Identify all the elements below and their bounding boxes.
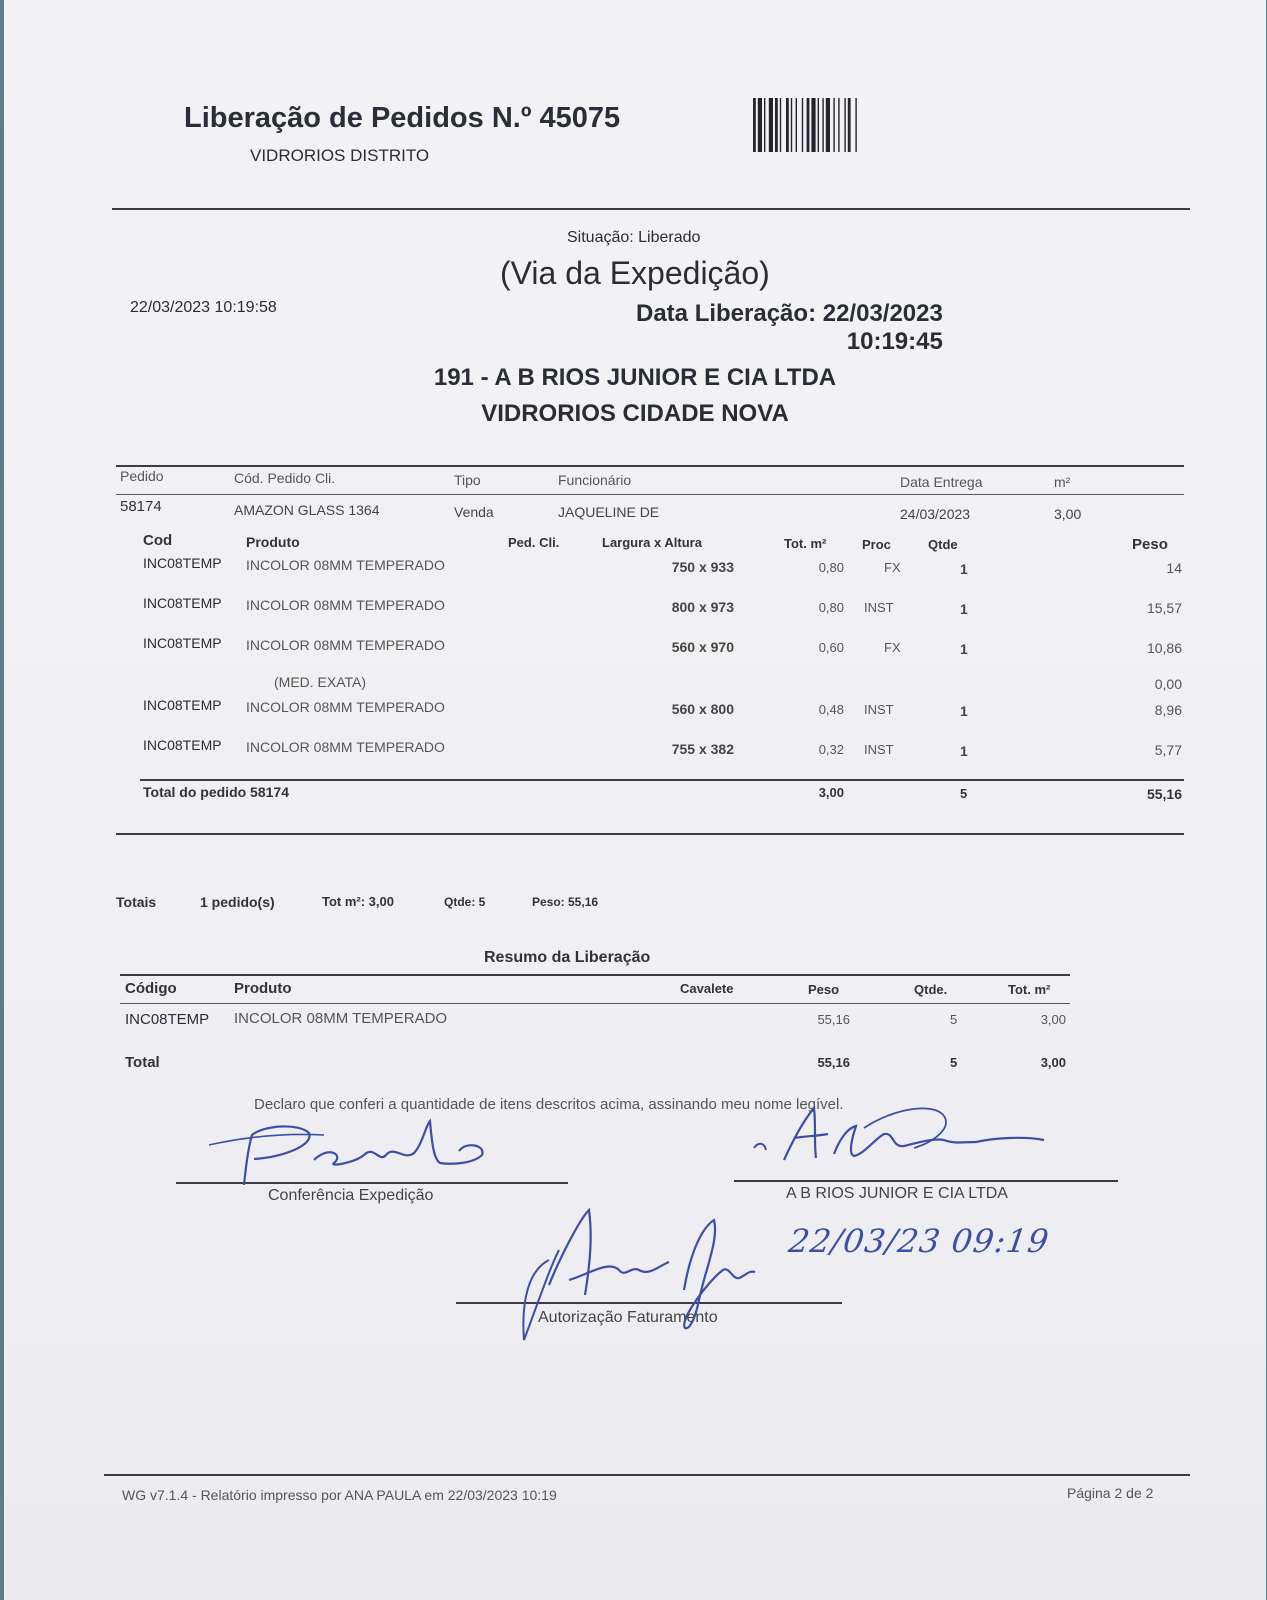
- item-area: 0,48: [818, 702, 844, 717]
- summary-col-qtde: Qtde.: [914, 982, 948, 997]
- summary-quantity: 5: [950, 1012, 958, 1027]
- order-client-code: AMAZON GLASS 1364: [234, 502, 380, 518]
- col-peso: Peso: [1132, 536, 1168, 553]
- barcode-bar: [818, 98, 819, 152]
- item-quantity: 1: [960, 641, 968, 657]
- declaration-text: Declaro que conferi a quantidade de itens descritos acima, assinando meu nome legível.: [254, 1096, 844, 1113]
- order-total-label: Total do pedido 58174: [143, 784, 289, 800]
- order-number: 58174: [120, 498, 162, 515]
- totals-orders: 1 pedido(s): [200, 894, 275, 910]
- summary-total-area: 3,00: [1040, 1055, 1066, 1070]
- item-product: INCOLOR 08MM TEMPERADO: [246, 597, 445, 613]
- barcode-bar: [822, 98, 823, 152]
- barcode-bar: [796, 98, 797, 152]
- summary-col-peso: Peso: [808, 982, 840, 997]
- item-process: FX: [884, 560, 901, 575]
- summary-col-cavalete: Cavalete: [680, 981, 734, 996]
- item-area: 0,32: [818, 742, 844, 757]
- order-header-rule: [116, 494, 1184, 495]
- order-total-quantity: 5: [960, 786, 968, 801]
- barcode-bar: [769, 98, 773, 152]
- barcode: [753, 98, 943, 152]
- barcode-bar: [848, 98, 851, 152]
- summary-col-produto: Produto: [234, 980, 292, 997]
- item-quantity: 1: [960, 601, 968, 617]
- page-number: Página 2 de 2: [1067, 1485, 1154, 1501]
- order-delivery-date: 24/03/2023: [900, 506, 971, 522]
- barcode-bar: [855, 98, 856, 152]
- barcode-bar: [764, 98, 765, 152]
- col-produto: Produto: [246, 534, 300, 550]
- signature-line-client: [734, 1180, 1118, 1182]
- col-cod-pedido-cli: Cód. Pedido Cli.: [234, 470, 336, 486]
- col-largura-altura: Largura x Altura: [602, 535, 702, 550]
- item-dimensions: 560 x 800: [671, 701, 734, 717]
- item-quantity: 1: [960, 561, 968, 577]
- barcode-bar: [786, 98, 789, 152]
- barcode-bar: [758, 98, 762, 152]
- barcode-bar: [753, 98, 756, 152]
- summary-col-tot-m2: Tot. m²: [1008, 982, 1051, 997]
- barcode-bar: [780, 98, 781, 152]
- barcode-bar: [811, 98, 815, 152]
- summary-total-quantity: 5: [950, 1055, 958, 1070]
- item-code: INC08TEMP: [143, 595, 222, 611]
- order-employee: JAQUELINE DE: [558, 504, 660, 520]
- summary-code: INC08TEMP: [125, 1011, 210, 1028]
- summary-total-weight: 55,16: [817, 1055, 850, 1070]
- item-weight: 15,57: [1146, 600, 1182, 616]
- issuer-company: VIDRORIOS DISTRITO: [250, 146, 430, 165]
- item-dimensions: 800 x 973: [671, 599, 734, 615]
- barcode-bar: [791, 98, 792, 152]
- item-weight: 8,96: [1154, 702, 1182, 718]
- item-quantity: 1: [960, 703, 968, 719]
- print-timestamp: 22/03/2023 10:19:58: [130, 299, 277, 316]
- col-m2: m²: [1054, 474, 1071, 490]
- barcode-bar: [838, 98, 839, 152]
- barcode-bar: [807, 98, 810, 152]
- barcode-bar: [844, 98, 845, 152]
- item-code: INC08TEMP: [143, 737, 222, 753]
- item-process: INST: [864, 600, 894, 615]
- barcode-bar: [833, 98, 834, 152]
- totals-quantity: Qtde: 5: [444, 895, 486, 909]
- col-data-entrega: Data Entrega: [900, 474, 983, 490]
- col-cod: Cod: [143, 532, 173, 549]
- item-code: INC08TEMP: [143, 555, 222, 571]
- item-process: FX: [884, 640, 901, 655]
- header-divider: [112, 208, 1190, 210]
- item-process: INST: [864, 742, 894, 757]
- summary-header-rule: [120, 1003, 1070, 1004]
- col-qtde: Qtde: [928, 537, 958, 552]
- handwritten-signature-client: [744, 1098, 1064, 1178]
- handwritten-signature-conference: [204, 1115, 504, 1195]
- item-weight: 0,00: [1154, 676, 1182, 692]
- col-ped-cli: Ped. Cli.: [508, 535, 560, 550]
- document-page: [4, 0, 1266, 1600]
- summary-area: 3,00: [1040, 1012, 1066, 1027]
- item-area: 0,80: [818, 560, 844, 575]
- item-note: (MED. EXATA): [274, 674, 367, 690]
- copy-type: (Via da Expedição): [500, 255, 770, 291]
- handwritten-date: 22/03/23 09:19: [786, 1222, 1052, 1260]
- col-funcionario: Funcionário: [558, 472, 632, 488]
- client-branch: VIDRORIOS CIDADE NOVA: [481, 400, 789, 427]
- client-name: 191 - A B RIOS JUNIOR E CIA LTDA: [433, 364, 837, 391]
- release-date-label: Data Liberação: 22/03/2023: [636, 300, 943, 327]
- col-tipo: Tipo: [454, 472, 481, 488]
- order-type: Venda: [454, 504, 494, 520]
- totals-label: Totais: [116, 894, 157, 910]
- footer-print-info: WG v7.1.4 - Relatório impresso por ANA PAULA em 22/03/2023 10:19: [122, 1487, 557, 1503]
- signature-label-conference: Conferência Expedição: [268, 1187, 434, 1204]
- barcode-bar: [775, 98, 778, 152]
- document-title: Liberação de Pedidos N.º 45075: [184, 102, 621, 134]
- summary-col-codigo: Código: [125, 980, 177, 997]
- item-product: INCOLOR 08MM TEMPERADO: [246, 637, 445, 653]
- item-quantity: 1: [960, 743, 968, 759]
- barcode-bar: [802, 98, 803, 152]
- item-area: 0,80: [818, 600, 844, 615]
- totals-weight: Peso: 55,16: [532, 895, 599, 909]
- summary-title: Resumo da Liberação: [484, 949, 651, 966]
- item-code: INC08TEMP: [143, 697, 222, 713]
- item-dimensions: 560 x 970: [671, 639, 734, 655]
- footer-divider: [104, 1474, 1190, 1476]
- order-table-top-rule: [116, 465, 1184, 467]
- barcode-bar: [826, 98, 830, 152]
- item-product: INCOLOR 08MM TEMPERADO: [246, 739, 445, 755]
- order-total-rule: [140, 779, 1184, 781]
- signature-label-client: A B RIOS JUNIOR E CIA LTDA: [786, 1185, 1008, 1202]
- summary-product: INCOLOR 08MM TEMPERADO: [234, 1010, 448, 1027]
- item-dimensions: 750 x 933: [671, 559, 734, 575]
- summary-top-rule: [120, 974, 1070, 976]
- item-dimensions: 755 x 382: [671, 741, 734, 757]
- summary-weight: 55,16: [817, 1012, 850, 1027]
- order-area: 3,00: [1054, 506, 1082, 522]
- item-product: INCOLOR 08MM TEMPERADO: [246, 557, 445, 573]
- item-code: INC08TEMP: [143, 635, 222, 651]
- item-product: INCOLOR 08MM TEMPERADO: [246, 699, 445, 715]
- release-time: 10:19:45: [846, 328, 943, 355]
- totals-area: Tot m²: 3,00: [322, 894, 394, 909]
- item-process: INST: [864, 702, 894, 717]
- item-weight: 5,77: [1154, 742, 1182, 758]
- order-table-bottom-rule: [116, 833, 1184, 835]
- summary-total-label: Total: [125, 1054, 160, 1071]
- signature-label-billing: Autorização Faturamento: [538, 1309, 718, 1326]
- release-date: [636, 300, 943, 356]
- situation-status: Situação: Liberado: [567, 229, 701, 246]
- col-pedido: Pedido: [120, 468, 164, 484]
- order-total-weight: 55,16: [1146, 786, 1182, 802]
- item-weight: 10,86: [1146, 640, 1182, 656]
- col-proc: Proc: [862, 537, 891, 552]
- item-area: 0,60: [818, 640, 844, 655]
- handwritten-signature-billing: [509, 1200, 769, 1350]
- col-tot-m2: Tot. m²: [784, 536, 827, 551]
- order-total-area: 3,00: [818, 785, 844, 800]
- item-weight: 14: [1166, 560, 1182, 576]
